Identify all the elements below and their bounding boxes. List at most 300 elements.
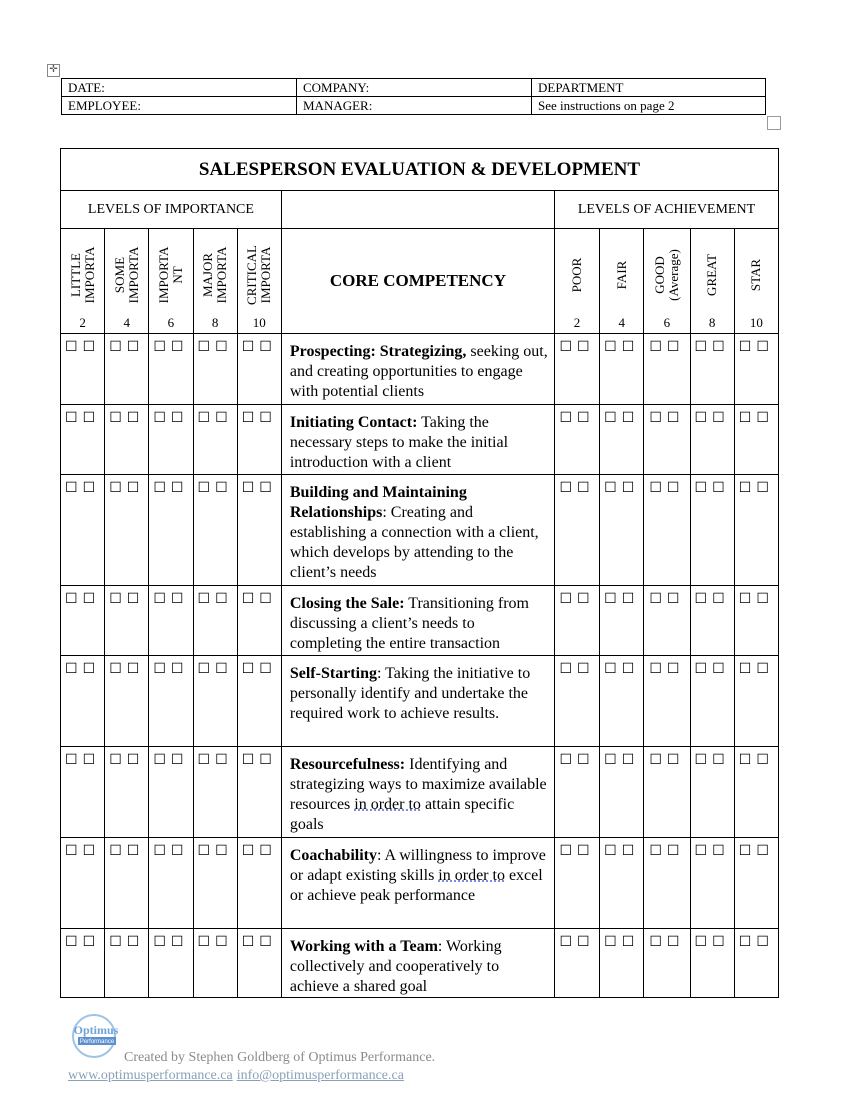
rating-checkbox[interactable]: ☐: [215, 592, 233, 607]
rating-checkbox[interactable]: ☐: [577, 753, 595, 768]
importance-rating-cell: [237, 929, 281, 998]
achievement-rating-cell: [554, 747, 599, 838]
logo-subtext: Performance: [79, 1039, 115, 1045]
rating-checkbox[interactable]: ☐: [197, 592, 216, 607]
rating-checkbox[interactable]: ☐: [259, 481, 277, 496]
rating-checkbox[interactable]: ☐: [109, 411, 127, 426]
importance-rating-cell: [105, 656, 149, 747]
rating-checkbox[interactable]: ☐: [756, 481, 774, 496]
email-link[interactable]: info@optimusperformance.ca: [236, 1068, 404, 1083]
rating-checkbox[interactable]: ☐: [577, 592, 595, 607]
achievement-rating-cell: [554, 405, 599, 475]
rating-checkbox[interactable]: ☐: [65, 481, 83, 496]
achievement-level-4: [734, 229, 778, 334]
rating-checkbox[interactable]: ☐: [65, 844, 83, 859]
rating-checkbox[interactable]: ☐: [621, 935, 640, 950]
competency-description: [281, 334, 554, 405]
rating-checkbox[interactable]: ☐: [215, 481, 233, 496]
achievement-rating-cell: [734, 747, 778, 838]
importance-rating-cell: [61, 929, 105, 998]
department-label: DEPARTMENT: [538, 79, 624, 95]
rating-checkbox[interactable]: ☐: [109, 592, 127, 607]
competency-name: Self-Starting: [289, 665, 377, 682]
rating-checkbox[interactable]: ☐: [109, 481, 127, 496]
achievement-rating-cell: [734, 656, 778, 747]
rating-checkbox[interactable]: ☐: [666, 340, 685, 355]
rating-checkbox[interactable]: ☐: [197, 340, 216, 355]
importance-level-2: [149, 229, 193, 334]
achievement-rating-cell: [600, 334, 644, 405]
rating-checkbox[interactable]: ☐: [666, 481, 685, 496]
importance-rating-cell: [61, 405, 105, 475]
achievement-rating-cell: [600, 838, 644, 929]
rating-checkbox[interactable]: ☐: [259, 340, 277, 355]
rating-checkbox[interactable]: ☐: [259, 592, 277, 607]
importance-rating-cell: [193, 405, 237, 475]
competency-text: Identifying and strategizing ways to maximize available resources: [289, 756, 547, 813]
rating-checkbox[interactable]: ☐: [126, 592, 145, 607]
achievement-level-0: [554, 229, 599, 334]
website-link[interactable]: www.optimusperformance.ca: [68, 1068, 233, 1083]
table-move-handle-icon[interactable]: ✛: [47, 64, 60, 77]
rating-checkbox[interactable]: ☐: [65, 411, 83, 426]
rating-checkbox[interactable]: ☐: [241, 592, 260, 607]
achievement-level-label: [653, 249, 681, 301]
rating-checkbox[interactable]: ☐: [756, 340, 774, 355]
importance-rating-cell: [193, 929, 237, 998]
importance-level-score: 2: [79, 315, 86, 330]
rating-checkbox[interactable]: ☐: [649, 592, 667, 607]
rating-checkbox[interactable]: ☐: [153, 481, 171, 496]
achievement-rating-cell: [600, 405, 644, 475]
rating-checkbox[interactable]: ☐: [153, 662, 171, 677]
rating-checkbox[interactable]: ☐: [259, 935, 277, 950]
achievement-level-label: [749, 259, 763, 291]
rating-checkbox[interactable]: ☐: [666, 662, 685, 677]
importance-rating-cell: [193, 838, 237, 929]
importance-level-label-line: IMPORTA: [258, 246, 274, 304]
rating-checkbox[interactable]: ☐: [756, 844, 774, 859]
rating-checkbox[interactable]: ☐: [712, 753, 730, 768]
achievement-rating-cell: [734, 586, 778, 656]
rating-checkbox[interactable]: ☐: [577, 411, 595, 426]
rating-checkbox[interactable]: ☐: [170, 592, 189, 607]
achievement-rating-cell: [690, 405, 734, 475]
rating-checkbox[interactable]: ☐: [712, 592, 730, 607]
importance-level-score: 10: [252, 315, 266, 330]
rating-checkbox[interactable]: ☐: [738, 844, 757, 859]
rating-checkbox[interactable]: ☐: [241, 662, 260, 677]
rating-checkbox[interactable]: ☐: [65, 935, 83, 950]
rating-checkbox[interactable]: ☐: [109, 844, 127, 859]
importance-level-0: [61, 229, 105, 334]
importance-rating-cell: [193, 586, 237, 656]
rating-checkbox[interactable]: ☐: [259, 411, 277, 426]
achievement-rating-cell: [644, 586, 690, 656]
department-field[interactable]: [532, 79, 766, 97]
rating-checkbox[interactable]: ☐: [259, 753, 277, 768]
achievement-rating-cell: [734, 475, 778, 586]
rating-checkbox[interactable]: ☐: [666, 411, 685, 426]
rating-checkbox[interactable]: ☐: [197, 844, 216, 859]
achievement-rating-cell: [690, 929, 734, 998]
rating-checkbox[interactable]: ☐: [241, 481, 260, 496]
rating-checkbox[interactable]: ☐: [170, 340, 189, 355]
rating-checkbox[interactable]: ☐: [604, 844, 622, 859]
rating-checkbox[interactable]: ☐: [559, 411, 578, 426]
competency-description: [281, 747, 554, 838]
competency-row: [61, 334, 779, 405]
rating-checkbox[interactable]: ☐: [738, 340, 757, 355]
rating-checkbox[interactable]: ☐: [577, 844, 595, 859]
competency-text: seeking out, and creating opportunities to engage with potential clients: [289, 343, 548, 400]
rating-checkbox[interactable]: ☐: [170, 411, 189, 426]
rating-checkbox[interactable]: ☐: [649, 662, 667, 677]
rating-checkbox[interactable]: ☐: [215, 340, 233, 355]
rating-checkbox[interactable]: ☐: [170, 935, 189, 950]
optimus-logo: [70, 1012, 122, 1060]
competency-name: Coachability: [289, 847, 377, 864]
rating-checkbox[interactable]: ☐: [65, 340, 83, 355]
rating-checkbox[interactable]: ☐: [694, 411, 713, 426]
rating-checkbox[interactable]: ☐: [241, 844, 260, 859]
rating-checkbox[interactable]: ☐: [153, 844, 171, 859]
competency-text: : A willingness to improve or adapt existing skills: [289, 847, 546, 884]
rating-checkbox[interactable]: ☐: [756, 411, 774, 426]
importance-rating-cell: [61, 334, 105, 405]
importance-level-label-line: IMPORTA: [214, 246, 230, 304]
rating-checkbox[interactable]: ☐: [197, 411, 216, 426]
competency-row: [61, 838, 779, 929]
rating-checkbox[interactable]: ☐: [109, 753, 127, 768]
rating-checkbox[interactable]: ☐: [604, 340, 622, 355]
rating-checkbox[interactable]: ☐: [259, 662, 277, 677]
rating-checkbox[interactable]: ☐: [559, 592, 578, 607]
rating-checkbox[interactable]: ☐: [604, 592, 622, 607]
rating-checkbox[interactable]: ☐: [712, 844, 730, 859]
rating-checkbox[interactable]: ☐: [126, 935, 145, 950]
importance-rating-cell: [193, 656, 237, 747]
rating-checkbox[interactable]: ☐: [241, 753, 260, 768]
rating-checkbox[interactable]: ☐: [666, 935, 685, 950]
achievement-rating-cell: [644, 475, 690, 586]
achievement-rating-cell: [690, 747, 734, 838]
rating-checkbox[interactable]: ☐: [604, 662, 622, 677]
rating-checkbox[interactable]: ☐: [694, 340, 713, 355]
importance-level-label-line: CRITICAL: [244, 245, 260, 305]
rating-checkbox[interactable]: ☐: [649, 753, 667, 768]
rating-checkbox[interactable]: ☐: [82, 844, 101, 859]
rating-checkbox[interactable]: ☐: [694, 592, 713, 607]
rating-checkbox[interactable]: ☐: [738, 935, 757, 950]
rating-checkbox[interactable]: ☐: [126, 662, 145, 677]
competency-text: Taking the necessary steps to make the initial introduction with a client: [289, 414, 509, 471]
importance-level-score: 8: [211, 315, 219, 330]
rating-checkbox[interactable]: ☐: [694, 753, 713, 768]
rating-checkbox[interactable]: ☐: [577, 662, 595, 677]
rating-checkbox[interactable]: ☐: [559, 844, 578, 859]
rating-checkbox[interactable]: ☐: [649, 340, 667, 355]
rating-checkbox[interactable]: ☐: [694, 935, 713, 950]
rating-checkbox[interactable]: ☐: [712, 662, 730, 677]
achievement-rating-cell: [734, 929, 778, 998]
rating-checkbox[interactable]: ☐: [621, 662, 640, 677]
rating-checkbox[interactable]: ☐: [666, 844, 685, 859]
rating-checkbox[interactable]: ☐: [109, 662, 127, 677]
instructions-note: [532, 97, 766, 115]
achievement-rating-cell: [644, 334, 690, 405]
achievement-level-score: 2: [573, 315, 581, 330]
competency-row: [61, 475, 779, 586]
achievement-rating-cell: [554, 838, 599, 929]
achievement-rating-cell: [554, 929, 599, 998]
rating-checkbox[interactable]: ☐: [170, 662, 189, 677]
manager-field[interactable]: [297, 97, 532, 115]
rating-checkbox[interactable]: ☐: [756, 935, 774, 950]
rating-checkbox[interactable]: ☐: [65, 753, 83, 768]
importance-rating-cell: [237, 586, 281, 656]
achievement-level-label: [615, 261, 629, 290]
competency-row: [61, 747, 779, 838]
contact-line: [68, 1068, 408, 1084]
rating-checkbox[interactable]: ☐: [577, 481, 595, 496]
rating-checkbox[interactable]: ☐: [215, 411, 233, 426]
importance-level-label-line: NT: [169, 266, 185, 284]
rating-checkbox[interactable]: ☐: [215, 935, 233, 950]
importance-rating-cell: [61, 475, 105, 586]
rating-checkbox[interactable]: ☐: [82, 935, 101, 950]
rating-checkbox[interactable]: ☐: [738, 411, 757, 426]
rating-checkbox[interactable]: ☐: [126, 411, 145, 426]
rating-checkbox[interactable]: ☐: [126, 753, 145, 768]
competency-name: Closing the Sale:: [289, 595, 405, 612]
competency-text: : Working collectively and cooperatively to achieve a shared goal: [289, 938, 502, 995]
competency-description: [281, 929, 554, 998]
achievement-rating-cell: [734, 838, 778, 929]
competency-text: : Creating and establishing a connection with a client, which develops by attending to the client’s needs: [289, 504, 539, 581]
importance-rating-cell: [193, 475, 237, 586]
rating-checkbox[interactable]: ☐: [621, 340, 640, 355]
rating-checkbox[interactable]: ☐: [577, 340, 595, 355]
importance-rating-cell: [149, 586, 193, 656]
importance-rating-cell: [149, 475, 193, 586]
rating-checkbox[interactable]: ☐: [559, 340, 578, 355]
achievement-rating-cell: [554, 656, 599, 747]
importance-rating-cell: [105, 747, 149, 838]
employee-label: EMPLOYEE:: [68, 97, 141, 113]
rating-checkbox[interactable]: ☐: [197, 662, 216, 677]
rating-checkbox[interactable]: ☐: [170, 753, 189, 768]
rating-checkbox[interactable]: ☐: [215, 844, 233, 859]
rating-checkbox[interactable]: ☐: [153, 592, 171, 607]
rating-checkbox[interactable]: ☐: [649, 935, 667, 950]
rating-checkbox[interactable]: ☐: [109, 340, 127, 355]
rating-checkbox[interactable]: ☐: [738, 662, 757, 677]
rating-checkbox[interactable]: ☐: [621, 411, 640, 426]
achievement-rating-cell: [734, 405, 778, 475]
rating-checkbox[interactable]: ☐: [82, 662, 101, 677]
competency-name: Resourcefulness:: [289, 756, 406, 773]
rating-checkbox[interactable]: ☐: [241, 935, 260, 950]
importance-rating-cell: [237, 838, 281, 929]
table-resize-handle[interactable]: [767, 116, 781, 130]
rating-checkbox[interactable]: ☐: [259, 844, 277, 859]
importance-rating-cell: [61, 838, 105, 929]
rating-checkbox[interactable]: ☐: [756, 592, 774, 607]
rating-checkbox[interactable]: ☐: [241, 411, 260, 426]
rating-checkbox[interactable]: ☐: [694, 662, 713, 677]
achievement-rating-cell: [554, 586, 599, 656]
rating-checkbox[interactable]: ☐: [65, 592, 83, 607]
rating-checkbox[interactable]: ☐: [559, 753, 578, 768]
employee-info-table: [61, 78, 766, 115]
rating-checkbox[interactable]: ☐: [712, 411, 730, 426]
rating-checkbox[interactable]: ☐: [153, 935, 171, 950]
rating-checkbox[interactable]: ☐: [649, 481, 667, 496]
evaluation-table: [60, 148, 779, 998]
rating-checkbox[interactable]: ☐: [559, 481, 578, 496]
company-field[interactable]: [297, 79, 532, 97]
importance-rating-cell: [237, 334, 281, 405]
rating-checkbox[interactable]: ☐: [604, 753, 622, 768]
importance-rating-cell: [61, 656, 105, 747]
achievement-rating-cell: [600, 929, 644, 998]
rating-checkbox[interactable]: ☐: [215, 662, 233, 677]
importance-rating-cell: [193, 334, 237, 405]
importance-rating-cell: [105, 929, 149, 998]
rating-checkbox[interactable]: ☐: [649, 844, 667, 859]
rating-checkbox[interactable]: ☐: [197, 935, 216, 950]
rating-checkbox[interactable]: ☐: [694, 844, 713, 859]
rating-checkbox[interactable]: ☐: [712, 340, 730, 355]
achievement-rating-cell: [690, 334, 734, 405]
rating-checkbox[interactable]: ☐: [197, 481, 216, 496]
rating-checkbox[interactable]: ☐: [170, 844, 189, 859]
rating-checkbox[interactable]: ☐: [82, 411, 101, 426]
achievement-heading: LEVELS OF ACHIEVEMENT: [554, 191, 778, 229]
competency-text: Transitioning from discussing a client’s needs to completing the entire transaction: [289, 595, 529, 652]
rating-checkbox[interactable]: ☐: [604, 411, 622, 426]
competency-name: Initiating Contact:: [289, 414, 418, 431]
rating-checkbox[interactable]: ☐: [82, 481, 101, 496]
importance-rating-cell: [193, 747, 237, 838]
importance-level-score: 6: [167, 315, 175, 330]
importance-rating-cell: [105, 405, 149, 475]
competency-row: [61, 929, 779, 998]
rating-checkbox[interactable]: ☐: [738, 481, 757, 496]
achievement-level-3: [690, 229, 734, 334]
company-label: COMPANY:: [303, 79, 370, 95]
rating-checkbox[interactable]: ☐: [215, 753, 233, 768]
importance-level-3: [193, 229, 237, 334]
rating-checkbox[interactable]: ☐: [170, 481, 189, 496]
rating-checkbox[interactable]: ☐: [82, 340, 101, 355]
employee-field[interactable]: [62, 97, 297, 115]
rating-checkbox[interactable]: ☐: [577, 935, 595, 950]
rating-checkbox[interactable]: ☐: [738, 753, 757, 768]
form-title: SALESPERSON EVALUATION & DEVELOPMENT: [61, 149, 779, 191]
achievement-level-label: [570, 258, 584, 293]
competency-description: [281, 475, 554, 586]
rating-checkbox[interactable]: ☐: [712, 935, 730, 950]
importance-rating-cell: [61, 586, 105, 656]
rating-checkbox[interactable]: ☐: [621, 753, 640, 768]
rating-checkbox[interactable]: ☐: [197, 753, 216, 768]
importance-level-1: [105, 229, 149, 334]
rating-checkbox[interactable]: ☐: [604, 935, 622, 950]
rating-checkbox[interactable]: ☐: [82, 753, 101, 768]
achievement-level-label: [705, 254, 719, 296]
rating-checkbox[interactable]: ☐: [126, 340, 145, 355]
rating-checkbox[interactable]: ☐: [109, 935, 127, 950]
rating-checkbox[interactable]: ☐: [241, 340, 260, 355]
rating-checkbox[interactable]: ☐: [559, 662, 578, 677]
rating-checkbox[interactable]: ☐: [621, 592, 640, 607]
importance-rating-cell: [237, 656, 281, 747]
achievement-rating-cell: [644, 656, 690, 747]
achievement-rating-cell: [690, 475, 734, 586]
rating-checkbox[interactable]: ☐: [756, 662, 774, 677]
manager-label: MANAGER:: [303, 97, 373, 113]
rating-checkbox[interactable]: ☐: [604, 481, 622, 496]
rating-checkbox[interactable]: ☐: [126, 481, 145, 496]
achievement-rating-cell: [644, 747, 690, 838]
rating-checkbox[interactable]: ☐: [756, 753, 774, 768]
importance-rating-cell: [61, 747, 105, 838]
grammar-flagged-text: in order to: [354, 796, 421, 813]
rating-checkbox[interactable]: ☐: [621, 844, 640, 859]
rating-checkbox[interactable]: ☐: [738, 592, 757, 607]
rating-checkbox[interactable]: ☐: [153, 340, 171, 355]
rating-checkbox[interactable]: ☐: [153, 411, 171, 426]
rating-checkbox[interactable]: ☐: [559, 935, 578, 950]
achievement-level-score: 4: [618, 315, 625, 330]
importance-rating-cell: [105, 475, 149, 586]
importance-rating-cell: [105, 838, 149, 929]
importance-rating-cell: [237, 747, 281, 838]
rating-checkbox[interactable]: ☐: [666, 592, 685, 607]
achievement-rating-cell: [554, 475, 599, 586]
rating-checkbox[interactable]: ☐: [126, 844, 145, 859]
rating-checkbox[interactable]: ☐: [694, 481, 713, 496]
achievement-rating-cell: [554, 334, 599, 405]
importance-rating-cell: [149, 334, 193, 405]
rating-checkbox[interactable]: ☐: [153, 753, 171, 768]
importance-level-4: [237, 229, 281, 334]
competency-name: Working with a Team: [289, 938, 438, 955]
rating-checkbox[interactable]: ☐: [649, 411, 667, 426]
rating-checkbox[interactable]: ☐: [65, 662, 83, 677]
importance-level-label-line: MAJOR: [200, 252, 216, 298]
rating-checkbox[interactable]: ☐: [621, 481, 640, 496]
rating-checkbox[interactable]: ☐: [82, 592, 101, 607]
date-field[interactable]: [62, 79, 297, 97]
importance-rating-cell: [149, 747, 193, 838]
importance-level-label-line: IMPORTA: [125, 246, 141, 304]
achievement-rating-cell: [600, 475, 644, 586]
achievement-level-label-line: GOOD: [651, 256, 667, 294]
importance-level-label-line: IMPORTA: [155, 246, 171, 304]
achievement-rating-cell: [600, 747, 644, 838]
competency-description: [281, 838, 554, 929]
importance-level-label: [69, 247, 97, 304]
achievement-rating-cell: [690, 586, 734, 656]
achievement-level-score: 6: [663, 315, 671, 330]
competency-row: [61, 405, 779, 475]
rating-checkbox[interactable]: ☐: [666, 753, 685, 768]
competency-name: Building and Maintaining Relationships: [289, 484, 467, 521]
rating-checkbox[interactable]: ☐: [712, 481, 730, 496]
